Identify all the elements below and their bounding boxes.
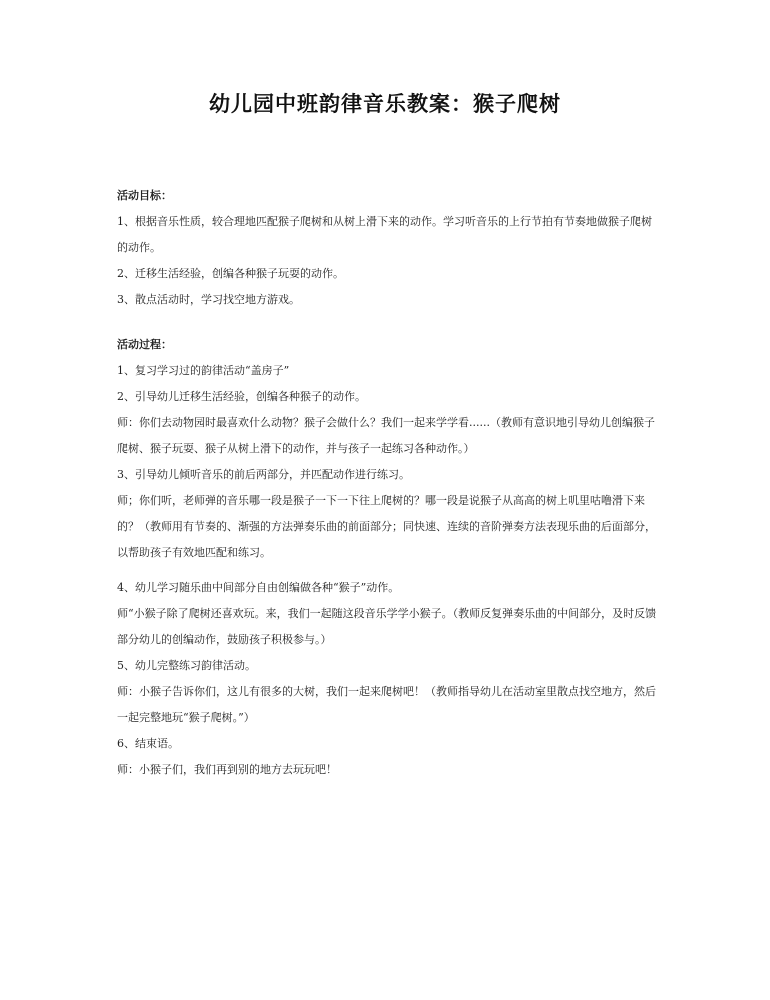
process-paragraph: 2、引导幼儿迁移生活经验，创编各种猴子的动作。 <box>117 390 366 403</box>
section-gap <box>117 313 657 332</box>
document-body <box>117 183 657 783</box>
process-paragraph: 师；你们听，老师弹的音乐哪一段是猴子一下一下往上爬树的？哪一段是说猴子从高高的树上叽里咕噜滑下来的？（教师用有节奏的、渐强的方法弹奏乐曲的前面部分；同快速、连续的音阶弹奏方法表现乐曲的后面部分，以帮助孩子有效地匹配和练习。 <box>117 494 656 559</box>
process-paragraph: 4、幼儿学习随乐曲中间部分自由创编做各种“猴子”动作。 <box>117 581 400 594</box>
process-paragraph: 6、结束语。 <box>117 737 179 750</box>
goal-item: 2、迁移生活经验，创编各种猴子玩耍的动作。 <box>117 267 344 280</box>
process-paragraph: 师：你们去动物园时最喜欢什么动物？猴子会做什么？我们一起来学学看......（教师有意识地引导幼儿创编猴子爬树、猴子玩耍、猴子从树上滑下的动作，并与孩子一起练习各种动作。） <box>117 416 655 455</box>
process-paragraph: 3、引导幼儿倾听音乐的前后两部分，并匹配动作进行练习。 <box>117 468 410 481</box>
process-heading: 活动过程： <box>117 338 172 351</box>
document-title: 幼儿园中班韵律音乐教案：猴子爬树 <box>209 91 561 116</box>
process-paragraph: 师“小猴子除了爬树还喜欢玩。来，我们一起随这段音乐学学小猴子。（教师反复弹奏乐曲的中间部分，及时反馈部分幼儿的创编动作，鼓励孩子积极参与。） <box>117 607 657 646</box>
process-paragraph: 师：小猴子们，我们再到别的地方去玩玩吧！ <box>117 763 337 776</box>
process-paragraph: 师：小猴子告诉你们，这儿有很多的大树，我们一起来爬树吧！（教师指导幼儿在活动室里散点找空地方，然后一起完整地玩“猴子爬树。”） <box>117 685 656 724</box>
process-paragraph: 5、幼儿完整练习韵律活动。 <box>117 659 256 672</box>
goals-heading: 活动目标： <box>117 189 172 202</box>
paragraph-gap <box>117 566 657 575</box>
goal-item: 3、散点活动时，学习找空地方游戏。 <box>117 293 300 306</box>
goal-item: 1、根据音乐性质，较合理地匹配猴子爬树和从树上滑下来的动作。学习听音乐的上行节拍有节奏地做猴子爬树的动作。 <box>117 215 652 254</box>
process-paragraph: 1、复习学习过的韵律活动“盖房子” <box>117 364 290 377</box>
